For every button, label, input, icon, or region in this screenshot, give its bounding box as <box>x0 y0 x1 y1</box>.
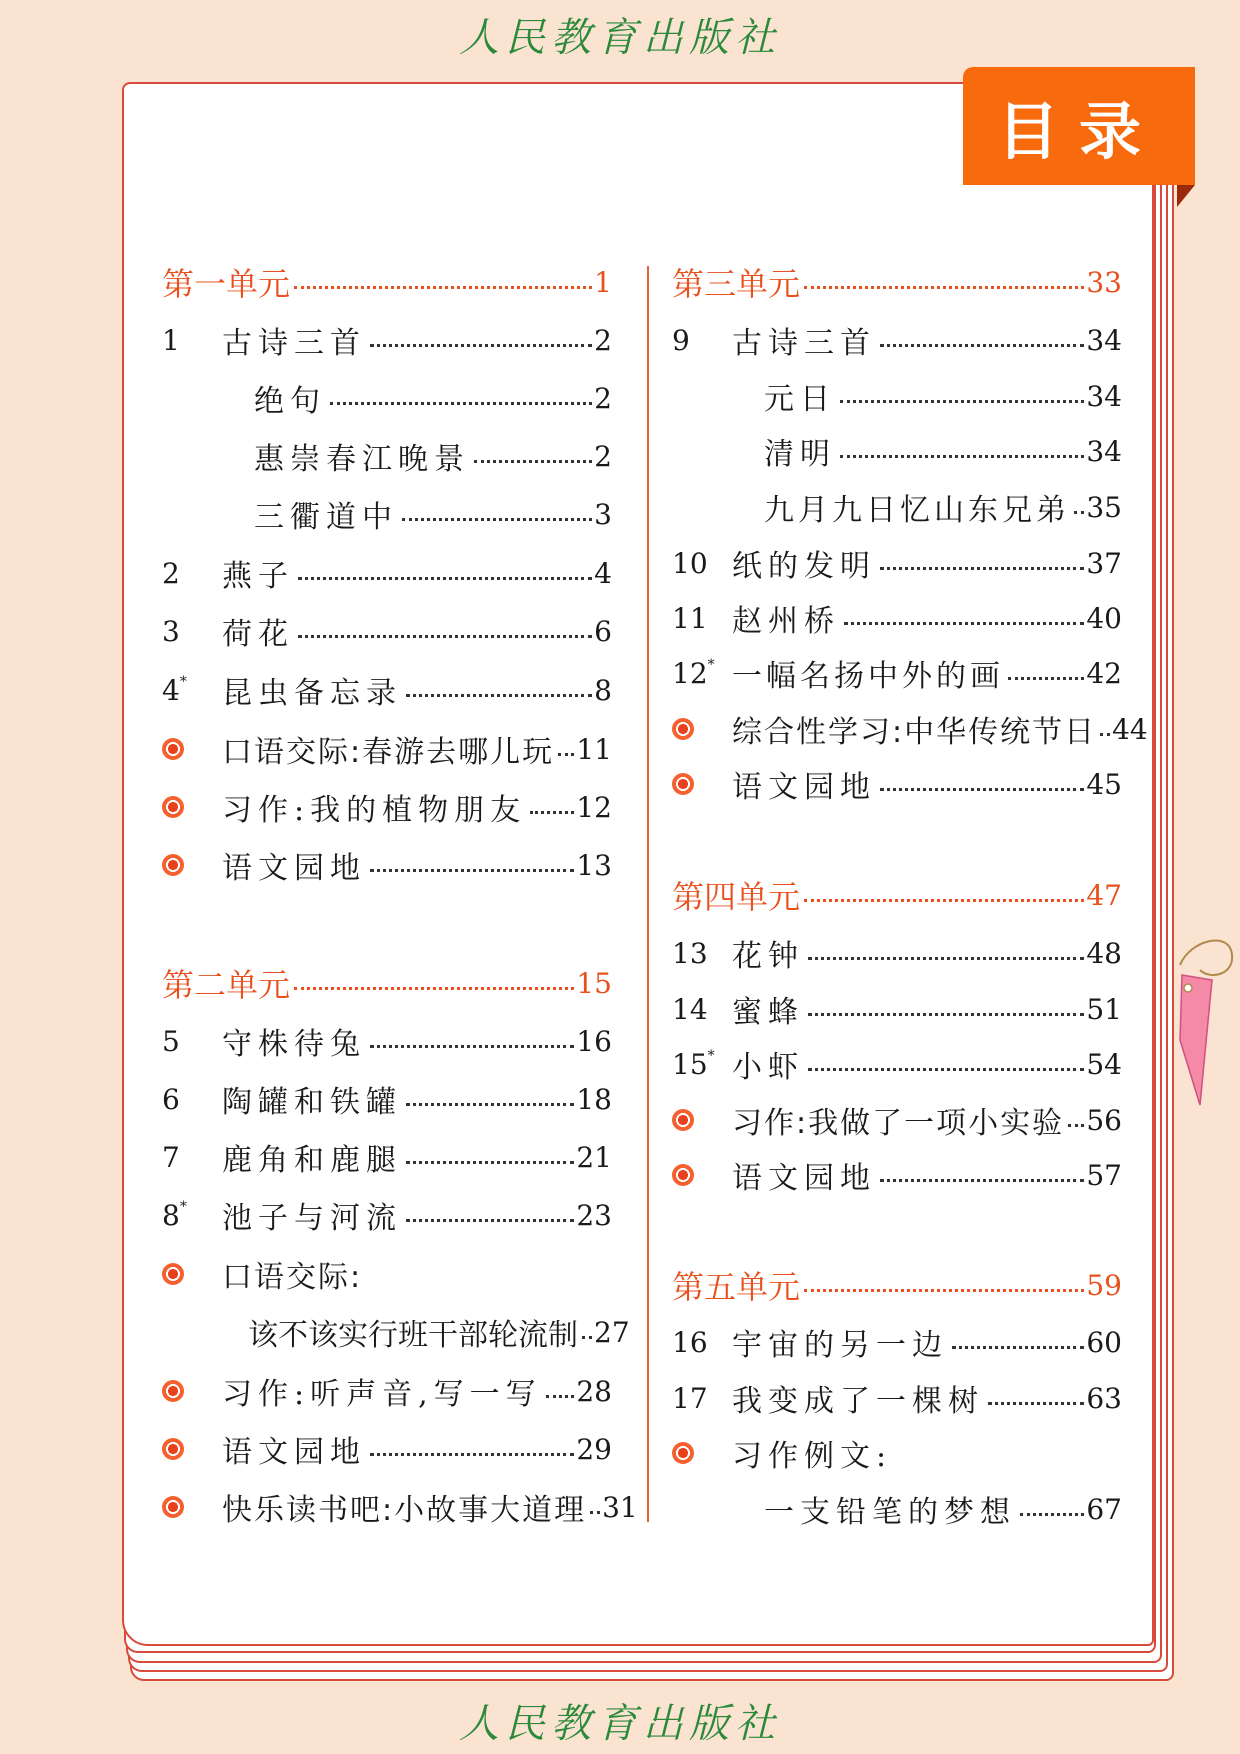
toc-writing-3[interactable]: 习作: 我做了一项小实验 56 <box>672 1098 1122 1142</box>
bullet-icon <box>162 1438 222 1460</box>
toc-poem-sanqu[interactable]: 三衢道中 3 <box>254 497 612 535</box>
bullet-icon <box>162 1263 222 1285</box>
toc-poem-jiuyue[interactable]: 九月九日忆山东兄弟 35 <box>764 490 1122 528</box>
toc-lesson-8[interactable]: 8* 池子与河流 23 <box>162 1198 612 1236</box>
toc-comprehensive-study[interactable]: 综合性学习: 中华传统节日 44 <box>672 707 1122 751</box>
toc-lesson-13[interactable]: 13 花钟 48 <box>672 936 1122 974</box>
bullet-icon <box>672 1442 732 1464</box>
toc-unit-1[interactable]: 第一单元 1 <box>162 265 612 303</box>
toc-poem-yuanri[interactable]: 元日 34 <box>764 379 1122 417</box>
bullet-icon <box>672 718 732 740</box>
bullet-icon <box>162 1496 222 1518</box>
toc-lesson-7[interactable]: 7 鹿角和鹿腿 21 <box>162 1140 612 1178</box>
toc-oral-communication-1[interactable]: 口语交际: 春游去哪儿玩 11 <box>162 727 612 771</box>
toc-lesson-4[interactable]: 4* 昆虫备忘录 8 <box>162 673 612 711</box>
toc-lesson-3[interactable]: 3 荷花 6 <box>162 614 612 652</box>
toc-example-essay-title[interactable]: 一支铅笔的梦想 67 <box>764 1492 1122 1530</box>
bullet-icon <box>162 1380 222 1402</box>
bullet-icon <box>162 854 222 876</box>
toc-writing-1[interactable]: 习作:我的植物朋友 12 <box>162 785 612 829</box>
toc-lesson-1[interactable]: 1 古诗三首 2 <box>162 323 612 361</box>
toc-lesson-12[interactable]: 12* 一幅名扬中外的画 42 <box>672 656 1122 694</box>
toc-language-garden-3[interactable]: 语文园地 45 <box>672 762 1122 806</box>
toc-unit-5[interactable]: 第五单元 59 <box>672 1268 1122 1306</box>
toc-poem-jueju[interactable]: 绝句 2 <box>254 381 612 419</box>
bullet-icon <box>162 796 222 818</box>
toc-oral-communication-2-topic[interactable]: 该不该实行班干部轮流制 27 <box>248 1315 630 1353</box>
toc-writing-2[interactable]: 习作:听声音,写一写 28 <box>162 1369 612 1413</box>
bullet-icon <box>672 1164 732 1186</box>
toc-lesson-2[interactable]: 2 燕子 4 <box>162 556 612 594</box>
tab-fold <box>1177 185 1195 207</box>
toc-happy-reading[interactable]: 快乐读书吧: 小故事大道理 31 <box>162 1485 612 1529</box>
toc-lesson-16[interactable]: 16 宇宙的另一边 60 <box>672 1325 1122 1363</box>
toc-lesson-10[interactable]: 10 纸的发明 37 <box>672 546 1122 584</box>
toc-lesson-15[interactable]: 15* 小虾 54 <box>672 1047 1122 1085</box>
bookmark-tag-icon <box>1160 930 1240 1130</box>
bullet-icon <box>672 773 732 795</box>
bullet-icon <box>162 738 222 760</box>
toc-lesson-6[interactable]: 6 陶罐和铁罐 18 <box>162 1082 612 1120</box>
toc-language-garden-4[interactable]: 语文园地 57 <box>672 1153 1122 1197</box>
publisher-logo-top: 人民教育出版社 <box>459 15 781 61</box>
toc-lesson-11[interactable]: 11 赵州桥 40 <box>672 601 1122 639</box>
column-divider <box>647 266 649 1522</box>
toc-lesson-17[interactable]: 17 我变成了一棵树 63 <box>672 1381 1122 1419</box>
toc-oral-communication-2[interactable]: 口语交际: <box>162 1252 612 1296</box>
toc-lesson-14[interactable]: 14 蜜蜂 51 <box>672 992 1122 1030</box>
toc-unit-3[interactable]: 第三单元 33 <box>672 265 1122 303</box>
toc-unit-4[interactable]: 第四单元 47 <box>672 878 1122 916</box>
toc-lesson-9[interactable]: 9 古诗三首 34 <box>672 323 1122 361</box>
bullet-icon <box>672 1109 732 1131</box>
publisher-logo-bottom: 人民教育出版社 <box>459 1701 781 1747</box>
toc-lesson-5[interactable]: 5 守株待兔 16 <box>162 1024 612 1062</box>
toc-poem-qingming[interactable]: 清明 34 <box>764 434 1122 472</box>
toc-poem-huichong[interactable]: 惠崇春江晚景 2 <box>254 439 612 477</box>
toc-language-garden-1[interactable]: 语文园地 13 <box>162 843 612 887</box>
toc-language-garden-2[interactable]: 语文园地 29 <box>162 1427 612 1471</box>
toc-example-essay[interactable]: 习作例文: <box>672 1431 1122 1475</box>
toc-unit-2[interactable]: 第二单元 15 <box>162 966 612 1004</box>
contents-tab: 目录 <box>963 67 1195 185</box>
